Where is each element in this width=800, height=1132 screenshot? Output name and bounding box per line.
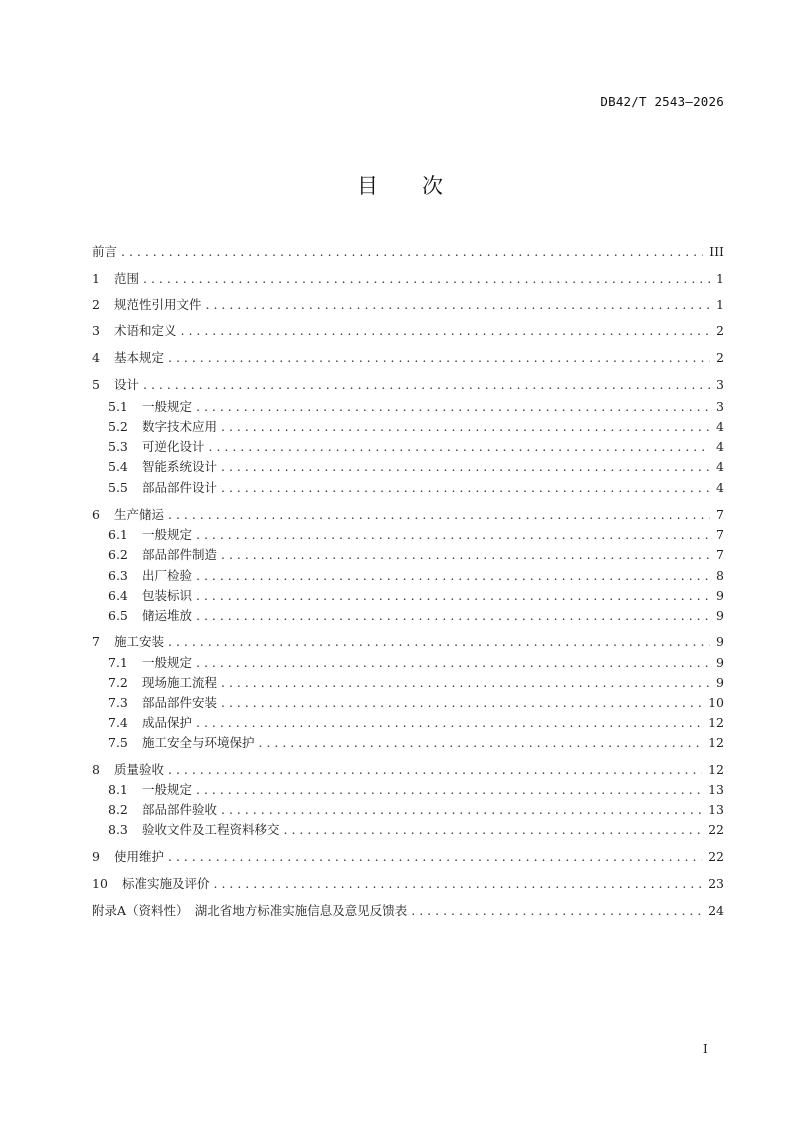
toc-dot-leader bbox=[196, 607, 710, 625]
toc-entry-label: 设计 bbox=[114, 377, 140, 392]
toc-entry-page: 9 bbox=[716, 634, 724, 649]
toc-entry[interactable] bbox=[108, 801, 724, 819]
toc-dot-leader bbox=[196, 567, 710, 585]
toc-entry-number: 6.2 bbox=[108, 547, 128, 562]
toc-entry-number: 1 bbox=[92, 271, 100, 286]
toc-entry-label: 附录A（资料性） 湖北省地方标准实施信息及意见反馈表 bbox=[92, 903, 408, 918]
toc-entry-page: 4 bbox=[716, 480, 724, 495]
toc-entry-page: 12 bbox=[708, 735, 724, 750]
toc-entry[interactable] bbox=[92, 376, 724, 394]
toc-entry-page: 22 bbox=[708, 849, 724, 864]
toc-entry-label: 可逆化设计 bbox=[142, 439, 205, 454]
toc-entry-page: 12 bbox=[708, 762, 724, 777]
toc-dot-leader bbox=[196, 587, 710, 605]
toc-entry-number: 6 bbox=[92, 507, 100, 522]
toc-entry-page: 10 bbox=[708, 695, 724, 710]
toc-entry-page: 23 bbox=[708, 876, 724, 891]
toc-entry-number: 3 bbox=[92, 323, 100, 338]
toc-entry[interactable] bbox=[108, 694, 724, 712]
toc-entry-page: 9 bbox=[716, 608, 724, 623]
toc-entry-label: 部品部件验收 bbox=[142, 802, 218, 817]
toc-entry-label: 储运堆放 bbox=[142, 608, 193, 623]
toc-entry[interactable] bbox=[108, 418, 724, 436]
toc-entry[interactable] bbox=[108, 546, 724, 564]
toc-entry[interactable] bbox=[108, 587, 724, 605]
toc-entry-number: 5.2 bbox=[108, 419, 128, 434]
toc-entry[interactable] bbox=[92, 506, 724, 524]
toc-dot-leader bbox=[196, 714, 702, 732]
toc-entry-page: 9 bbox=[716, 675, 724, 690]
toc-entry-label: 质量验收 bbox=[114, 762, 165, 777]
toc-dot-leader bbox=[196, 654, 710, 672]
toc-dot-leader bbox=[214, 875, 703, 893]
toc-entry[interactable] bbox=[92, 633, 724, 651]
toc-entry[interactable] bbox=[92, 875, 724, 893]
toc-entry-page: 7 bbox=[716, 527, 724, 542]
toc-entry-page: 24 bbox=[708, 903, 724, 918]
toc-entry-label: 术语和定义 bbox=[114, 323, 177, 338]
toc-entry-label: 部品部件制造 bbox=[142, 547, 218, 562]
toc-dot-leader bbox=[221, 458, 710, 476]
toc-entry-label: 成品保护 bbox=[142, 715, 193, 730]
toc-entry-label: 范围 bbox=[114, 271, 140, 286]
toc-entry-label: 现场施工流程 bbox=[142, 675, 218, 690]
toc-entry[interactable] bbox=[92, 761, 724, 779]
toc-entry-page: 7 bbox=[716, 507, 724, 522]
toc-entry[interactable] bbox=[92, 243, 724, 261]
toc-entry-number: 8.3 bbox=[108, 822, 128, 837]
toc-entry-page: 13 bbox=[708, 802, 724, 817]
toc-entry-label: 智能系统设计 bbox=[142, 459, 218, 474]
toc-entry-label: 使用维护 bbox=[114, 849, 165, 864]
toc-entry-number: 4 bbox=[92, 350, 100, 365]
toc-entry[interactable] bbox=[108, 567, 724, 585]
page-title bbox=[0, 170, 800, 200]
toc-entry-number: 10 bbox=[92, 876, 108, 891]
toc-dot-leader bbox=[206, 296, 711, 314]
toc-entry-number: 6.3 bbox=[108, 568, 128, 583]
toc-entry-page: 12 bbox=[708, 715, 724, 730]
toc-entry[interactable] bbox=[108, 479, 724, 497]
toc-entry-number: 5.4 bbox=[108, 459, 128, 474]
toc-dot-leader bbox=[196, 526, 710, 544]
title-char-2: 次 bbox=[422, 174, 443, 198]
toc-entry[interactable] bbox=[108, 654, 724, 672]
toc-entry-label: 一般规定 bbox=[142, 655, 193, 670]
toc-entry-label: 一般规定 bbox=[142, 399, 193, 414]
toc-entry-page: 4 bbox=[716, 459, 724, 474]
toc-entry-number: 9 bbox=[92, 849, 100, 864]
toc-dot-leader bbox=[168, 506, 710, 524]
title-char-1: 目 bbox=[357, 174, 378, 198]
toc-entry-page: III bbox=[709, 244, 724, 259]
toc-entry-number: 6.5 bbox=[108, 608, 128, 623]
toc-dot-leader bbox=[221, 801, 702, 819]
toc-dot-leader bbox=[196, 398, 710, 416]
footer-page-number: I bbox=[703, 1042, 708, 1056]
toc-dot-leader bbox=[168, 761, 702, 779]
toc-dot-leader bbox=[221, 674, 710, 692]
document-code: DB42/T 2543—2026 bbox=[600, 94, 724, 109]
toc-entry-number: 8.1 bbox=[108, 782, 128, 797]
toc-entry-label: 数字技术应用 bbox=[142, 419, 218, 434]
toc-dot-leader bbox=[181, 322, 711, 340]
toc-entry[interactable] bbox=[92, 902, 724, 920]
toc-entry-page: 8 bbox=[716, 568, 724, 583]
toc-entry[interactable] bbox=[108, 398, 724, 416]
toc-dot-leader bbox=[411, 902, 702, 920]
toc-entry[interactable] bbox=[108, 526, 724, 544]
toc-dot-leader bbox=[259, 734, 703, 752]
toc-entry[interactable] bbox=[92, 322, 724, 340]
toc-entry-number: 6.4 bbox=[108, 588, 128, 603]
toc-entry-label: 前言 bbox=[92, 244, 118, 259]
toc-entry-label: 部品部件设计 bbox=[142, 480, 218, 495]
toc-dot-leader bbox=[121, 243, 703, 261]
toc-entry[interactable] bbox=[92, 848, 724, 866]
toc-entry[interactable] bbox=[92, 296, 724, 314]
toc-dot-leader bbox=[168, 349, 710, 367]
toc-dot-leader bbox=[168, 633, 710, 651]
toc-entry-number: 5 bbox=[92, 377, 100, 392]
toc-entry-page: 13 bbox=[708, 782, 724, 797]
toc-entry-label: 部品部件安装 bbox=[142, 695, 218, 710]
toc-entry[interactable] bbox=[92, 349, 724, 367]
toc-entry[interactable] bbox=[108, 674, 724, 692]
toc-entry-number: 7.2 bbox=[108, 675, 128, 690]
toc-entry-label: 出厂检验 bbox=[142, 568, 193, 583]
toc-entry-page: 4 bbox=[716, 419, 724, 434]
toc-entry-label: 生产储运 bbox=[114, 507, 165, 522]
toc-dot-leader bbox=[168, 848, 702, 866]
toc-dot-leader bbox=[221, 694, 702, 712]
toc-entry-page: 3 bbox=[716, 399, 724, 414]
toc-entry-number: 8.2 bbox=[108, 802, 128, 817]
toc-entry-number: 5.1 bbox=[108, 399, 128, 414]
toc-entry-label: 施工安装 bbox=[114, 634, 165, 649]
toc-entry-number: 7.5 bbox=[108, 735, 128, 750]
toc-entry-label: 规范性引用文件 bbox=[114, 297, 202, 312]
toc-entry-label: 包装标识 bbox=[142, 588, 193, 603]
toc-entry-page: 4 bbox=[716, 439, 724, 454]
toc-dot-leader bbox=[284, 821, 703, 839]
toc-entry-number: 8 bbox=[92, 762, 100, 777]
toc-dot-leader bbox=[143, 376, 710, 394]
toc-entry-page: 9 bbox=[716, 655, 724, 670]
toc-dot-leader bbox=[209, 438, 711, 456]
toc-entry[interactable] bbox=[92, 270, 724, 288]
toc-dot-leader bbox=[221, 418, 710, 436]
toc-entry-number: 5.5 bbox=[108, 480, 128, 495]
toc-entry[interactable] bbox=[108, 607, 724, 625]
toc-dot-leader bbox=[196, 781, 702, 799]
toc-entry-page: 3 bbox=[716, 377, 724, 392]
toc-entry[interactable] bbox=[108, 821, 724, 839]
toc-entry-label: 基本规定 bbox=[114, 350, 165, 365]
toc-entry[interactable] bbox=[108, 734, 724, 752]
toc-entry-number: 2 bbox=[92, 297, 100, 312]
toc-entry-page: 1 bbox=[716, 271, 724, 286]
toc-entry-page: 2 bbox=[716, 323, 724, 338]
toc-dot-leader bbox=[221, 479, 710, 497]
toc-entry-page: 1 bbox=[716, 297, 724, 312]
toc-entry-number: 7.4 bbox=[108, 715, 128, 730]
toc-entry-number: 7.3 bbox=[108, 695, 128, 710]
toc-entry-page: 2 bbox=[716, 350, 724, 365]
toc-entry-label: 一般规定 bbox=[142, 782, 193, 797]
toc-entry-label: 施工安全与环境保护 bbox=[142, 735, 255, 750]
toc-entry-number: 7.1 bbox=[108, 655, 128, 670]
toc-entry[interactable] bbox=[108, 438, 724, 456]
toc-entry-page: 22 bbox=[708, 822, 724, 837]
toc-entry-label: 一般规定 bbox=[142, 527, 193, 542]
toc-entry[interactable] bbox=[108, 714, 724, 732]
toc-entry-number: 7 bbox=[92, 634, 100, 649]
toc-entry-number: 6.1 bbox=[108, 527, 128, 542]
toc-entry-label: 验收文件及工程资料移交 bbox=[142, 822, 280, 837]
toc-entry-number: 5.3 bbox=[108, 439, 128, 454]
toc-entry-label: 标准实施及评价 bbox=[122, 876, 210, 891]
toc-entry-page: 7 bbox=[716, 547, 724, 562]
toc-entry-page: 9 bbox=[716, 588, 724, 603]
toc-dot-leader bbox=[221, 546, 710, 564]
toc-entry[interactable] bbox=[108, 781, 724, 799]
toc-entry[interactable] bbox=[108, 458, 724, 476]
toc-dot-leader bbox=[143, 270, 710, 288]
